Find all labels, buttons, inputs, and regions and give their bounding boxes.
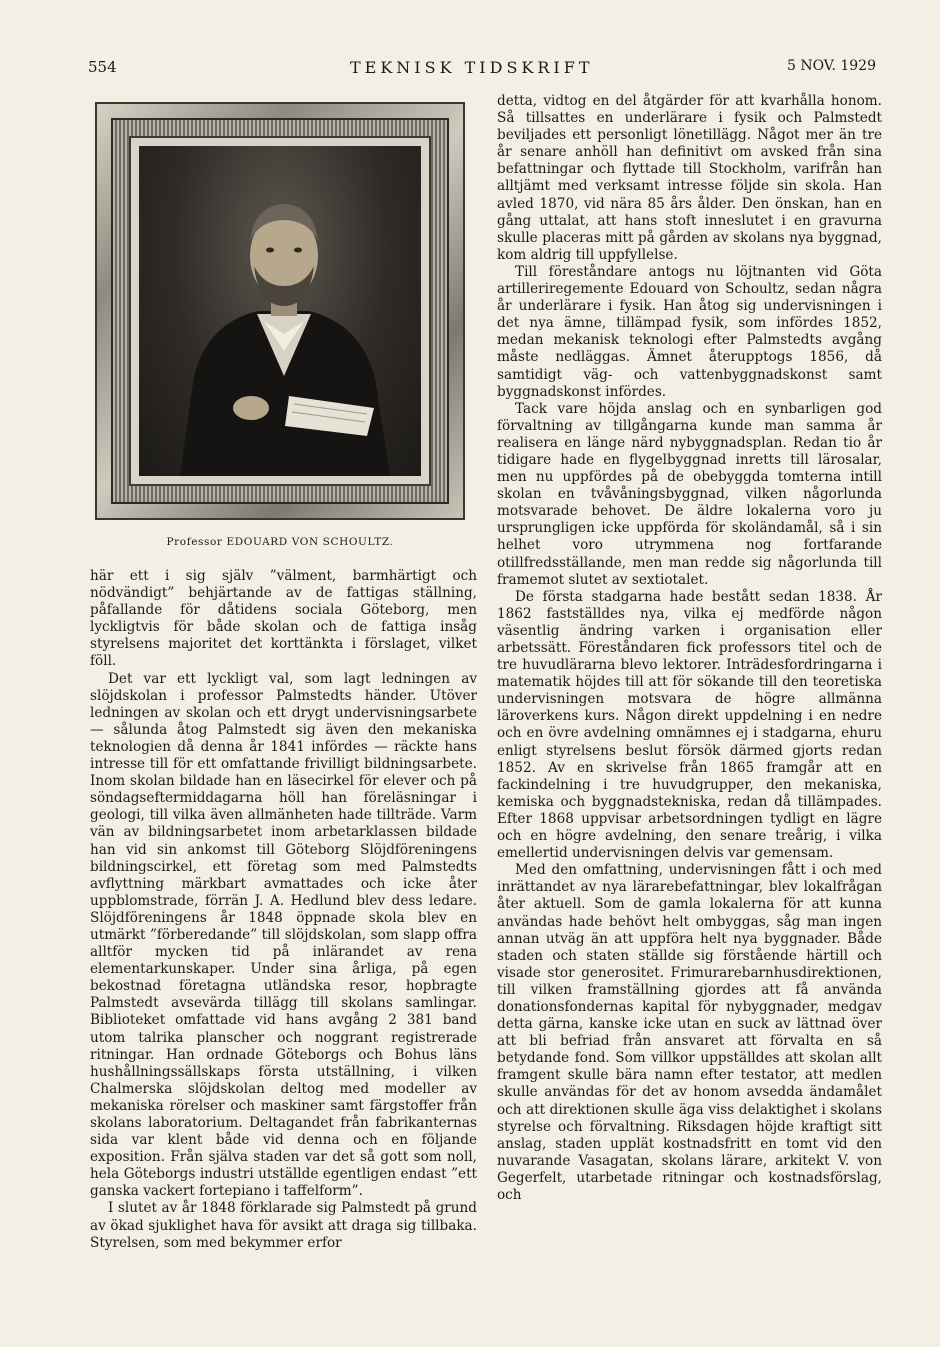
left-column [90, 568, 477, 1252]
paragraph: Med den omfattning, undervisningen fått i och med inrättandet av nya lärarebefattningar, blev lokalfrågan åter aktuell. Som de gamla lokalerna för att kunna användas hade behövt helt ombyggas, såg man ingen annan utväg än att uppföra helt nya byggnader. Både staden och staten ställde sig förstående härtill och visade stor generositet. Frimurarebarnhusdirektionen, till vilken framställning gjordes att få använda donationsfondernas kapital för nybyggnader, medgav detta gärna, kanske icke utan en suck av lättnad över att bli befriad från ansvaret att förvalta en så betydande fond. Som villkor uppställdes att skolan allt framgent skulle bära namn efter testator, att medlen skulle användas för det av honom avsedda ändamålet och att direktionen skulle äga viss delaktighet i skolans styrelse och förvaltning. Riksdagen höjde kraftigt sitt anslag, staden upplät kostnadsfritt en tomt vid den nuvarande Vasagatan, skolans lärare, arkitekt V. von Gegerfelt, utarbetade ritningar och kostnadsförslag, och [497, 862, 882, 1203]
page-header [88, 58, 888, 84]
right-column [497, 93, 882, 1204]
page-number: 554 [88, 58, 117, 76]
paragraph: I slutet av år 1848 förklarade sig Palmstedt på grund av ökad sjuklighet hava för avsikt att draga sig tillbaka. Styrelsen, som med bekymmer erfor [90, 1200, 477, 1251]
paragraph: De första stadgarna hade bestått sedan 1838. År 1862 fastställdes nya, vilka ej medförde någon väsentlig ändring varken i organisation eller arbetssätt. Föreståndaren fick professors titel och de tre huvudlärarna blevo lektorer. Inträdesfordringarna i matematik höjdes till att för sökande till den teoretiska undervisningen motsvara de högre allmänna läroverkens kurs. Någon direkt uppdelning i en nedre och en övre avdelning omnämnes ej i stadgarna, ehuru enligt styrelsens beslut försök därmed gjorts redan 1852. Av en skrivelse från 1865 framgår att en fackindelning i tre huvudgrupper, den mekaniska, kemiska och byggnadstekniska, redan då tillämpades. Efter 1868 uppvisar arbetsordningen tydligt en lägre och en högre avdelning, den senare treårig, i vilka emellertid undervisningen delvis var gemensam. [497, 588, 882, 862]
paragraph: Det var ett lyckligt val, som lagt ledningen av slöjdskolan i professor Palmstedts händer. Utöver ledningen av skolan och ett drygt undervisningsarbete — sålunda åtog Palmstedt sig även den mekaniska teknologien då denna år 1841 infördes — räckte hans intresse till för ett omfattande frivilligt bildningsarbete. Inom skolan bildade han en läsecirkel för elever och på söndagseftermiddagarna höll han föreläsningar i geologi, till vilka även allmänheten hade tillträde. Varm vän av bildningsarbetet inom arbetarklassen bildade han vid sin ankomst till Göteborg Slöjdföreningens bildningscirkel, ett företag som med Palmstedts avflyttning märkbart avmattades och icke åter uppblomstrade, förrän J. A. Hedlund blev dess ledare. Slöjdföreningens år 1848 öppnade skola blev en utmärkt ”förberedande” till slöjdskolan, som slapp offra alltför mycken tid på inlärandet av rena elementarkunskaper. Under sina årliga, på egen bekostnad företagna utländska resor, hopbragte Palmstedt avsevärda tillägg till skolans samlingar. Biblioteket omfattade vid hans avgång 2 381 band utom talrika planscher och noggrant registrerade ritningar. Han ordnade Göteborgs och Bohus läns hushållningssällskaps första utställning, i vilken Chalmerska slöjdskolan deltog med modeller av mekaniska rörelser och maskiner samt färgstoffer från skolans laboratorium. Deltagandet från fabrikanternas sida var klent både vid denna och en följande exposition. Från själva staden var det så gott som noll, hela Göteborgs industri utställde egentligen endast ”ett ganska vackert fortepiano i taffelform”. [90, 670, 477, 1200]
journal-title: TEKNISK TIDSKRIFT [350, 58, 594, 77]
paragraph: detta, vidtog en del åtgärder för att kvarhålla honom. Så tillsattes en underlärare i fysik och Palmstedt beviljades ett personligt lönetillägg. Något mer än tre år senare anhöll han definitivt om avsked från sina befattningar och flyttade till Stockholm, varifrån han alltjämt med verksamt intresse följde sin skola. Han avled 1870, vid nära 85 års ålder. Den önskan, han en gång uttalat, att hans stoft inneslutet i en gravurna skulle placeras mitt på gården av skolans nya byggnad, kom aldrig till uppfyllelse. [497, 93, 882, 263]
paragraph: Till föreståndare antogs nu löjtnanten vid Göta artilleriregemente Edouard von Schoultz, sedan några år underlärare i fysik. Han åtog sig undervisningen i det nya ämne, tillämpad fysik, som infördes 1852, medan mekanisk teknologi efter Palmstedts avgång måste nedläggas. Ämnet återupptogs 1856, då samtidigt väg- och vattenbyggnadskonst samt byggnadskonst infördes. [497, 263, 882, 400]
picture-frame [95, 102, 465, 520]
paragraph: Tack vare höjda anslag och en synbarligen god förvaltning av tillgångarna kunde man samma år realisera en länge närd nybyggnadsplan. Redan tio år tidigare hade en flygelbyggnad inretts till lärosalar, men nu uppfördes på de obebyggda tomterna intill skolan en tvåvåningsbyggnad, vilken någorlunda motsvarade behovet. De äldre lokalerna voro ju ursprungligen icke uppförda för skoländamål, så i sin helhet voro utrymmena nog fortfarande otillfredsställande, men man redde sig någorlunda till framemot slutet av sextiotalet. [497, 400, 882, 588]
paragraph: här ett i sig själv ”välment, barmhärtigt och nödvändigt” behjärtande av de fattigas ställning, påfallande för dåtidens sociala Göteborg, men lyckligtvis för både skolan och de fattiga insåg styrelsens majoritet det korttänkta i förslaget, vilket föll. [90, 568, 477, 670]
portrait-painting [139, 146, 421, 476]
portrait-figure [95, 102, 465, 520]
figure-caption: Professor EDOUARD VON SCHOULTZ. [166, 536, 394, 548]
issue-date: 5 NOV. 1929 [786, 58, 876, 74]
